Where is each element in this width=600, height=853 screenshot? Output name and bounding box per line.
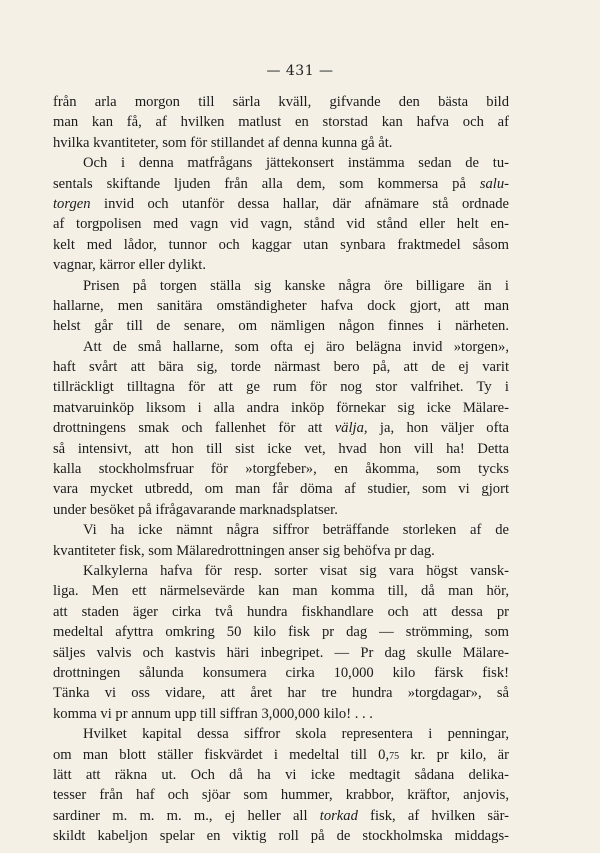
text-line: tesser från haf och sjöar som hummer, krabbor, kräftor, anjovis,: [53, 787, 509, 804]
text-line: Att de små hallarne, som ofta ej äro belägna invid »torgen»,: [83, 338, 509, 355]
text-line: Och i denna matfrågans jättekonsert instämma sedan de tu-: [83, 155, 509, 172]
text-line: att staden äger cirka två hundra fiskhandlare och att dessa pr: [53, 603, 509, 620]
text-line: drottningens smak och fallenhet för att välja, ja, hon väljer ofta: [53, 420, 509, 437]
body-text: [53, 92, 509, 846]
text-line: hallarne, men sanitära omständigheter hafva dock gjort, att man: [53, 297, 509, 314]
text-line: sentals skiftande ljuden från alla dem, som kommersa på salu-: [53, 175, 510, 192]
text-line: Tänka vi oss vidare, att året har tre hundra »torgdagar», så: [53, 685, 509, 702]
text-line: helst går till de senare, om nämligen någon finnes i närheten.: [53, 318, 509, 335]
text-line: under besöket på ifrågavarande marknadsplatser.: [53, 501, 338, 518]
text-line: hvilka kvantiteter, som för stillandet af denna kunna gå åt.: [53, 134, 393, 151]
text-line: om man blott ställer fiskvärdet i medeltal till 0,75 kr. pr kilo, är: [53, 746, 509, 763]
text-line: haft svårt att bära sig, torde närmast bero på, att de ej varit: [53, 359, 509, 376]
text-line: från arla morgon till särla kväll, gifvande den bästa bild: [53, 94, 509, 110]
text-line: af torgpolisen med vagn vid vagn, stånd vid stånd eller helt en-: [53, 216, 509, 233]
italic-word: salu-: [479, 175, 510, 192]
text-line: kalla stockholmsfruar för »torgfeber», en åkomma, som tycks: [53, 461, 509, 478]
text-line: drottningen sålunda konsumera cirka 10,000 kilo färsk fisk!: [53, 664, 509, 681]
text-line: liga. Men ett närmelsevärde kan man komma till, då man hör,: [53, 583, 509, 600]
italic-word: välja,: [334, 420, 368, 437]
text-line: medeltal afyttra omkring 50 kilo fisk pr dag — strömming, som: [53, 624, 509, 641]
text-line: komma vi pr annum upp till siffran 3,000,000 kilo! . . .: [53, 705, 373, 722]
text-line: vara mycket utbredd, om man får döma af studier, som vi gjort: [53, 481, 509, 498]
text-line: lätt att räkna ut. Och då ha vi icke medtagit sådana delika-: [53, 766, 509, 783]
text-line: tillräckligt tilltagna för att ge rum för nog stor valfrihet. Ty i: [53, 379, 509, 396]
page-number: — 431 —: [266, 63, 334, 79]
text-line: säljes valvis och kastvis häri inbegripet. — Pr dag skulle Mälare-: [53, 644, 509, 661]
italic-word: torkad: [319, 807, 358, 824]
italic-word: torgen: [53, 195, 91, 212]
text-line: vagnar, kärror eller dylikt.: [53, 257, 206, 274]
text-line: Hvilket kapital dessa siffror skola representera i penningar,: [83, 726, 509, 743]
text-line: så intensivt, att hon till sist icke vet, hvad hon vill ha! Detta: [53, 440, 509, 457]
text-line: sardiner m. m. m. m., ej heller all torkad fisk, af hvilken sär-: [53, 807, 510, 824]
text-line: kvantiteter fisk, som Mälaredrottningen anser sig behöfva pr dag.: [53, 542, 435, 559]
text-line: Prisen på torgen ställa sig kanske några öre billigare än i: [83, 277, 509, 294]
text-line: skildt kabeljon spelar en viktig roll på de stockholmska middags-: [53, 828, 509, 845]
text-line: Vi ha icke nämnt några siffror beträffande storleken af de: [83, 522, 509, 539]
text-line: Kalkylerna hafva för resp. sorter visat sig vara högst vansk-: [83, 562, 509, 579]
decimal-subscript: 75: [389, 750, 400, 762]
text-line: man kan få, af hvilken matlust en storstad kan hafva och af: [53, 114, 509, 131]
text-line: matvaruinköp liksom i alla andra inköp förnekar sig icke Mälare-: [53, 399, 509, 416]
text-line: kelt med lådor, tunnor och kaggar utan synbara fraktmedel såsom: [53, 236, 509, 253]
text-line: torgen invid och utanför dessa hallar, där afnämare stå ordnade: [53, 195, 509, 212]
